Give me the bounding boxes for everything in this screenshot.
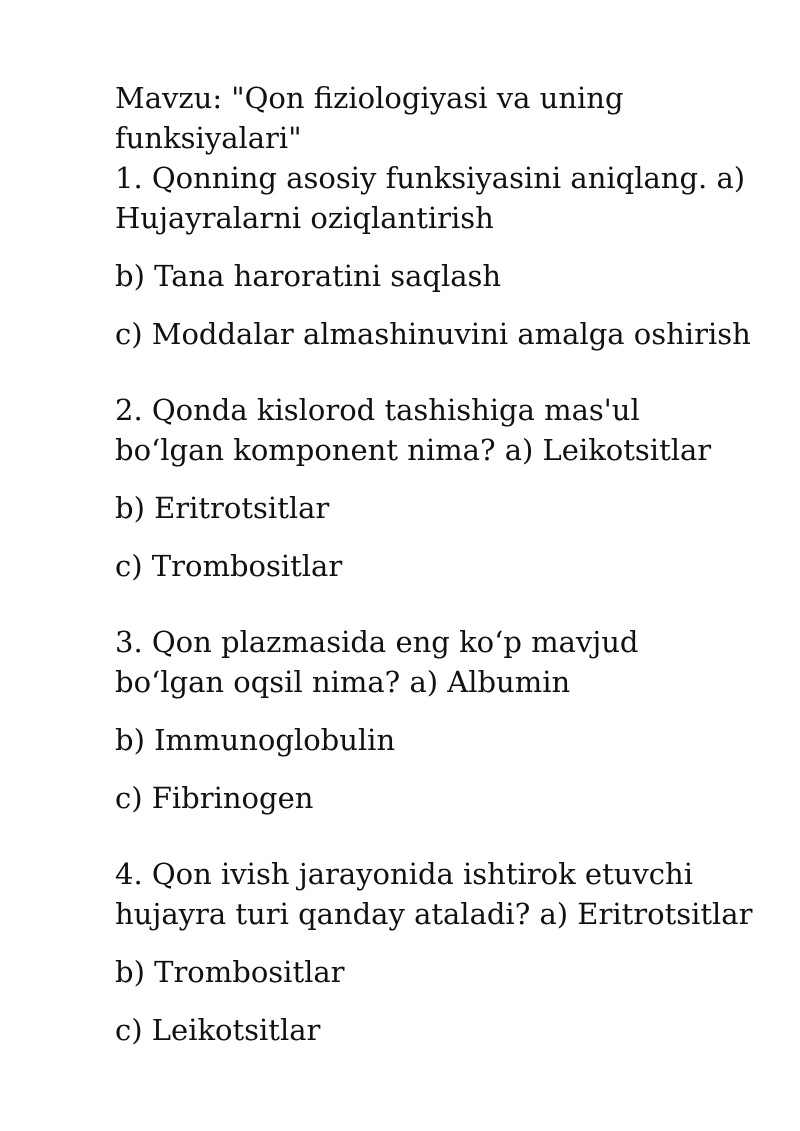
answer-option-c: c) Trombositlar — [115, 549, 343, 583]
question-text: 1. Qonning asosiy funksiyasini aniqlang. a) Hujayralarni oziqlantirish — [115, 161, 746, 235]
document-page — [115, 78, 755, 1050]
question-text: 4. Qon ivish jarayonida ishtirok etuvchi hujayra turi qanday ataladi? a) Eritrotsitlar — [115, 857, 753, 931]
answer-option-b: b) Trombositlar — [115, 955, 345, 989]
answer-option-c: c) Leikotsitlar — [115, 1013, 321, 1047]
question-4 — [115, 854, 755, 1050]
question-text: 3. Qon plazmasida eng ko‘p mavjud bo‘lgan oqsil nima? a) Albumin — [115, 625, 639, 699]
answer-option-b: b) Tana haroratini saqlash — [115, 259, 502, 293]
question-1 — [115, 158, 755, 354]
document-title: Mavzu: "Qon fiziologiyasi va uning funksiyalari" — [115, 81, 624, 155]
answer-option-c: c) Moddalar almashinuvini amalga oshirish — [115, 317, 751, 351]
answer-option-b: b) Eritrotsitlar — [115, 491, 330, 525]
question-text: 2. Qonda kislorod tashishiga mas'ul bo‘lgan komponent nima? a) Leikotsitlar — [115, 393, 712, 467]
answer-option-c: c) Fibrinogen — [115, 781, 314, 815]
answer-option-b: b) Immunoglobulin — [115, 723, 396, 757]
question-3 — [115, 622, 755, 818]
question-2 — [115, 390, 755, 586]
